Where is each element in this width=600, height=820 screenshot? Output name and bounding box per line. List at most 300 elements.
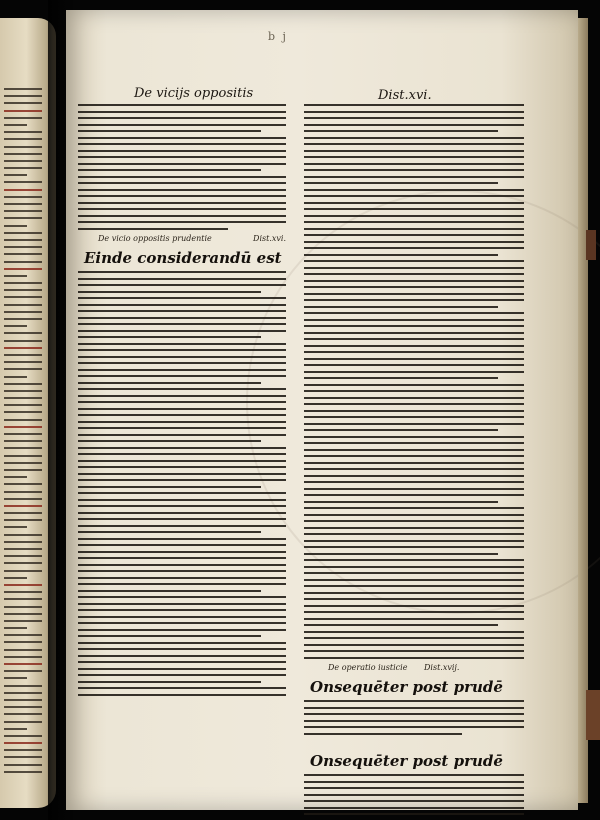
text-line <box>304 286 524 288</box>
left-page-line <box>4 512 42 514</box>
left-section-caption-row <box>78 234 286 246</box>
left-page-line <box>4 699 42 701</box>
text-line <box>78 150 286 152</box>
left-page-line <box>4 469 42 471</box>
right-paragraph-2 <box>304 700 524 735</box>
right-section-heading: Onsequēter post prudē <box>310 678 503 696</box>
text-line <box>304 397 524 399</box>
text-line <box>304 104 524 106</box>
left-page-line <box>4 253 42 255</box>
left-page-line <box>4 246 42 248</box>
text-line <box>304 637 524 639</box>
left-page-line <box>4 239 42 241</box>
left-page-line <box>4 340 42 342</box>
left-page-line <box>4 685 42 687</box>
text-line <box>304 475 524 477</box>
text-line <box>304 707 524 709</box>
left-page-text-lines <box>4 88 42 778</box>
left-page-line <box>4 318 42 320</box>
left-page-line <box>4 634 42 636</box>
text-line <box>78 271 286 273</box>
text-line <box>78 202 286 204</box>
text-line <box>304 156 524 158</box>
left-page-line <box>4 282 42 284</box>
text-line <box>78 343 286 345</box>
text-line <box>304 813 524 815</box>
left-page-line <box>4 764 42 766</box>
left-page-line <box>4 749 42 751</box>
text-line <box>304 566 524 568</box>
text-line <box>304 442 524 444</box>
text-line <box>78 117 286 119</box>
text-line <box>78 130 261 132</box>
left-page-line <box>4 138 42 140</box>
text-line <box>304 345 524 347</box>
text-line <box>304 358 524 360</box>
text-line <box>78 369 286 371</box>
right-section-caption: De operatio iusticie <box>328 663 408 672</box>
left-page-line <box>4 153 42 155</box>
text-line <box>304 143 524 145</box>
left-page-line <box>4 397 42 399</box>
text-line <box>304 338 524 340</box>
text-line <box>78 182 286 184</box>
left-page-line <box>4 706 42 708</box>
text-line <box>304 410 524 412</box>
left-page-line <box>4 641 42 643</box>
text-line <box>304 312 524 314</box>
left-page-line <box>4 534 42 536</box>
left-page-line <box>4 649 42 651</box>
text-line <box>78 687 286 689</box>
text-line <box>78 570 286 572</box>
text-line <box>304 202 524 204</box>
text-line <box>78 215 286 217</box>
text-line <box>78 642 286 644</box>
text-line <box>78 505 286 507</box>
text-line <box>304 137 524 139</box>
left-page-line <box>4 95 42 97</box>
text-line <box>304 700 524 702</box>
left-page-line <box>4 663 42 665</box>
left-page-line <box>4 131 42 133</box>
text-line <box>78 284 286 286</box>
text-line <box>304 111 524 113</box>
left-page-line <box>4 196 42 198</box>
text-line <box>78 111 286 113</box>
text-line <box>304 807 524 809</box>
left-page-line <box>4 88 42 90</box>
text-line <box>78 169 261 171</box>
left-page-line <box>4 325 27 327</box>
text-line <box>78 330 286 332</box>
left-page-line <box>4 555 42 557</box>
text-line <box>78 228 228 230</box>
text-line <box>304 462 524 464</box>
left-page-line <box>4 347 42 349</box>
text-line <box>78 512 286 514</box>
left-page-line <box>4 268 42 270</box>
left-page-line <box>4 210 42 212</box>
left-page-line <box>4 404 42 406</box>
text-line <box>304 781 524 783</box>
right-paragraph-3 <box>304 774 524 820</box>
text-line <box>78 388 286 390</box>
text-line <box>78 304 286 306</box>
text-line <box>304 384 524 386</box>
text-line <box>78 310 286 312</box>
text-line <box>78 661 286 663</box>
right-paragraph-1 <box>304 104 524 659</box>
left-page-line <box>4 217 42 219</box>
text-line <box>304 598 524 600</box>
text-line <box>304 605 524 607</box>
left-page-line <box>4 498 42 500</box>
text-line <box>304 624 498 626</box>
left-paragraph-2 <box>78 271 286 696</box>
text-line <box>78 479 286 481</box>
text-line <box>78 603 286 605</box>
text-line <box>304 579 524 581</box>
left-running-head: De vicijs oppositis <box>134 86 254 101</box>
left-page-line <box>4 591 42 593</box>
text-line <box>304 306 498 308</box>
left-page-line <box>4 354 42 356</box>
left-page-line <box>4 225 27 227</box>
text-line <box>78 375 286 377</box>
text-line <box>304 228 524 230</box>
text-line <box>78 124 286 126</box>
text-line <box>78 395 286 397</box>
text-line <box>78 208 286 210</box>
text-line <box>304 572 524 574</box>
text-line <box>78 681 261 683</box>
text-line <box>304 585 524 587</box>
left-page-line <box>4 721 42 723</box>
left-page-line <box>4 620 42 622</box>
text-line <box>304 325 524 327</box>
text-line <box>78 499 286 501</box>
left-page-line <box>4 361 42 363</box>
text-line <box>304 163 524 165</box>
left-page-line <box>4 275 27 277</box>
right-running-head: Dist.xvi. <box>378 88 432 103</box>
left-page-line <box>4 426 42 428</box>
text-line <box>78 323 286 325</box>
text-line <box>304 150 524 152</box>
left-page-line <box>4 102 42 104</box>
text-line <box>78 349 286 351</box>
text-line <box>304 631 524 633</box>
text-line <box>78 382 261 384</box>
right-section-dist: Dist.xvij. <box>424 663 460 672</box>
text-line <box>304 429 498 431</box>
left-page-line <box>4 390 42 392</box>
left-page-line <box>4 713 42 715</box>
text-line <box>304 403 524 405</box>
text-line <box>78 668 286 670</box>
text-line <box>304 273 524 275</box>
left-page-line <box>4 548 42 550</box>
text-line <box>78 518 286 520</box>
text-line <box>78 694 286 696</box>
text-line <box>304 377 498 379</box>
left-page-line <box>4 491 42 493</box>
text-line <box>304 494 524 496</box>
text-line <box>78 538 286 540</box>
text-line <box>78 447 286 449</box>
left-page-line <box>4 383 42 385</box>
left-page-line <box>4 455 42 457</box>
text-line <box>78 674 286 676</box>
text-line <box>78 629 286 631</box>
left-page-line <box>4 577 27 579</box>
text-line <box>304 800 524 802</box>
text-line <box>304 416 524 418</box>
cover-strap <box>586 690 600 740</box>
text-line <box>78 648 286 650</box>
text-line <box>304 794 524 796</box>
text-line <box>304 533 524 535</box>
left-page-line <box>4 656 42 658</box>
left-page-line <box>4 411 42 413</box>
left-page-line <box>4 146 42 148</box>
cover-strap-upper <box>586 230 596 260</box>
text-line <box>304 351 524 353</box>
text-line <box>304 720 524 722</box>
text-line <box>78 176 286 178</box>
left-page-line <box>4 167 42 169</box>
text-line <box>78 195 286 197</box>
text-line <box>304 713 524 715</box>
left-page-line <box>4 526 27 528</box>
left-page-line <box>4 756 42 758</box>
text-line <box>78 453 286 455</box>
left-page-line <box>4 433 42 435</box>
text-line <box>304 618 524 620</box>
text-line <box>78 440 261 442</box>
text-line <box>304 514 524 516</box>
left-page-line <box>4 505 42 507</box>
left-page-line <box>4 261 42 263</box>
text-line <box>304 733 462 735</box>
left-page-line <box>4 174 27 176</box>
left-page-line <box>4 368 42 370</box>
text-line <box>78 221 286 223</box>
left-page-line <box>4 598 42 600</box>
text-line <box>304 195 524 197</box>
left-page-line <box>4 124 27 126</box>
text-line <box>78 297 286 299</box>
text-line <box>304 299 524 301</box>
text-line <box>78 414 286 416</box>
text-line <box>78 544 286 546</box>
left-page-line <box>4 677 27 679</box>
text-line <box>304 488 524 490</box>
left-page-line <box>4 771 42 773</box>
left-section-dist: Dist.xvi. <box>253 234 286 243</box>
left-page-line <box>4 562 42 564</box>
text-line <box>78 622 286 624</box>
left-section-caption: De vicio oppositis prudentie <box>98 234 212 243</box>
left-page-line <box>4 584 42 586</box>
left-page-line <box>4 627 27 629</box>
right-text-column <box>304 104 524 820</box>
left-page-line <box>4 289 42 291</box>
text-line <box>78 583 286 585</box>
text-line <box>78 466 286 468</box>
left-page-line <box>4 376 27 378</box>
text-line <box>78 291 261 293</box>
text-line <box>304 332 524 334</box>
text-line <box>304 726 524 728</box>
text-line <box>304 449 524 451</box>
left-paragraph-1 <box>78 104 286 230</box>
text-line <box>78 362 286 364</box>
text-line <box>78 525 286 527</box>
text-line <box>78 336 261 338</box>
text-line <box>304 130 498 132</box>
text-line <box>304 527 524 529</box>
text-line <box>78 356 286 358</box>
text-line <box>304 650 524 652</box>
text-line <box>304 247 524 249</box>
text-line <box>304 319 524 321</box>
text-line <box>304 520 524 522</box>
text-line <box>78 609 286 611</box>
left-page-line <box>4 440 42 442</box>
page-edge <box>578 18 588 803</box>
text-line <box>304 169 524 171</box>
left-page-line <box>4 110 42 112</box>
text-line <box>78 137 286 139</box>
text-line <box>304 611 524 613</box>
text-line <box>78 635 261 637</box>
text-line <box>78 408 286 410</box>
text-line <box>78 531 261 533</box>
text-line <box>304 241 524 243</box>
left-text-column <box>78 104 286 700</box>
text-line <box>78 104 286 106</box>
text-line <box>304 293 524 295</box>
text-line <box>78 278 286 280</box>
text-line <box>304 117 524 119</box>
text-line <box>304 501 498 503</box>
text-line <box>304 423 524 425</box>
text-line <box>78 564 286 566</box>
left-page-line <box>4 670 42 672</box>
left-page-line <box>4 160 42 162</box>
right-section-caption-row <box>304 663 524 675</box>
text-line <box>304 254 498 256</box>
right-section-heading-2: Onsequēter post prudē <box>310 752 503 770</box>
text-line <box>304 559 524 561</box>
text-line <box>78 492 286 494</box>
text-line <box>78 616 286 618</box>
text-line <box>304 364 524 366</box>
text-line <box>304 546 524 548</box>
text-line <box>78 427 286 429</box>
text-line <box>304 267 524 269</box>
left-page-line <box>4 296 42 298</box>
folio-number: b j <box>268 30 288 43</box>
text-line <box>78 473 286 475</box>
right-spacer <box>304 739 524 749</box>
left-page-line <box>4 419 42 421</box>
left-page-line <box>4 519 42 521</box>
left-page-line <box>4 728 27 730</box>
text-line <box>304 124 524 126</box>
text-line <box>78 317 286 319</box>
text-line <box>304 455 524 457</box>
text-line <box>304 592 524 594</box>
text-line <box>78 655 286 657</box>
left-page-line <box>4 232 42 234</box>
left-page-line <box>4 692 42 694</box>
left-page-line <box>4 203 42 205</box>
text-line <box>304 208 524 210</box>
text-line <box>304 390 524 392</box>
text-line <box>304 481 524 483</box>
text-line <box>78 551 286 553</box>
left-page-line <box>4 476 27 478</box>
text-line <box>78 434 286 436</box>
left-page-line <box>4 311 42 313</box>
text-line <box>304 189 524 191</box>
text-line <box>78 596 286 598</box>
text-line <box>304 221 524 223</box>
left-page-line <box>4 570 42 572</box>
text-line <box>78 590 261 592</box>
text-line <box>304 176 524 178</box>
text-line <box>304 234 524 236</box>
left-page-line <box>4 304 42 306</box>
left-page-line <box>4 462 42 464</box>
text-line <box>78 557 286 559</box>
text-line <box>304 553 498 555</box>
text-line <box>304 436 524 438</box>
text-line <box>304 371 524 373</box>
text-line <box>78 421 286 423</box>
text-line <box>304 540 524 542</box>
text-line <box>304 182 498 184</box>
text-line <box>304 507 524 509</box>
left-page-line <box>4 742 42 744</box>
text-line <box>78 163 286 165</box>
text-line <box>78 486 261 488</box>
text-line <box>304 280 524 282</box>
left-section-heading: Einde considerandū est <box>84 249 282 267</box>
left-page-line <box>4 447 42 449</box>
left-page-line <box>4 181 42 183</box>
text-line <box>78 460 286 462</box>
left-page-line <box>4 613 42 615</box>
left-page-line <box>4 189 42 191</box>
text-line <box>304 774 524 776</box>
left-page-line <box>4 541 42 543</box>
text-line <box>304 468 524 470</box>
text-line <box>78 401 286 403</box>
left-page-line <box>4 606 42 608</box>
left-page-line <box>4 117 42 119</box>
text-line <box>78 156 286 158</box>
text-line <box>304 657 524 659</box>
left-page-line <box>4 332 42 334</box>
text-line <box>304 787 524 789</box>
text-line <box>304 644 524 646</box>
text-line <box>78 577 286 579</box>
left-page-line <box>4 735 42 737</box>
